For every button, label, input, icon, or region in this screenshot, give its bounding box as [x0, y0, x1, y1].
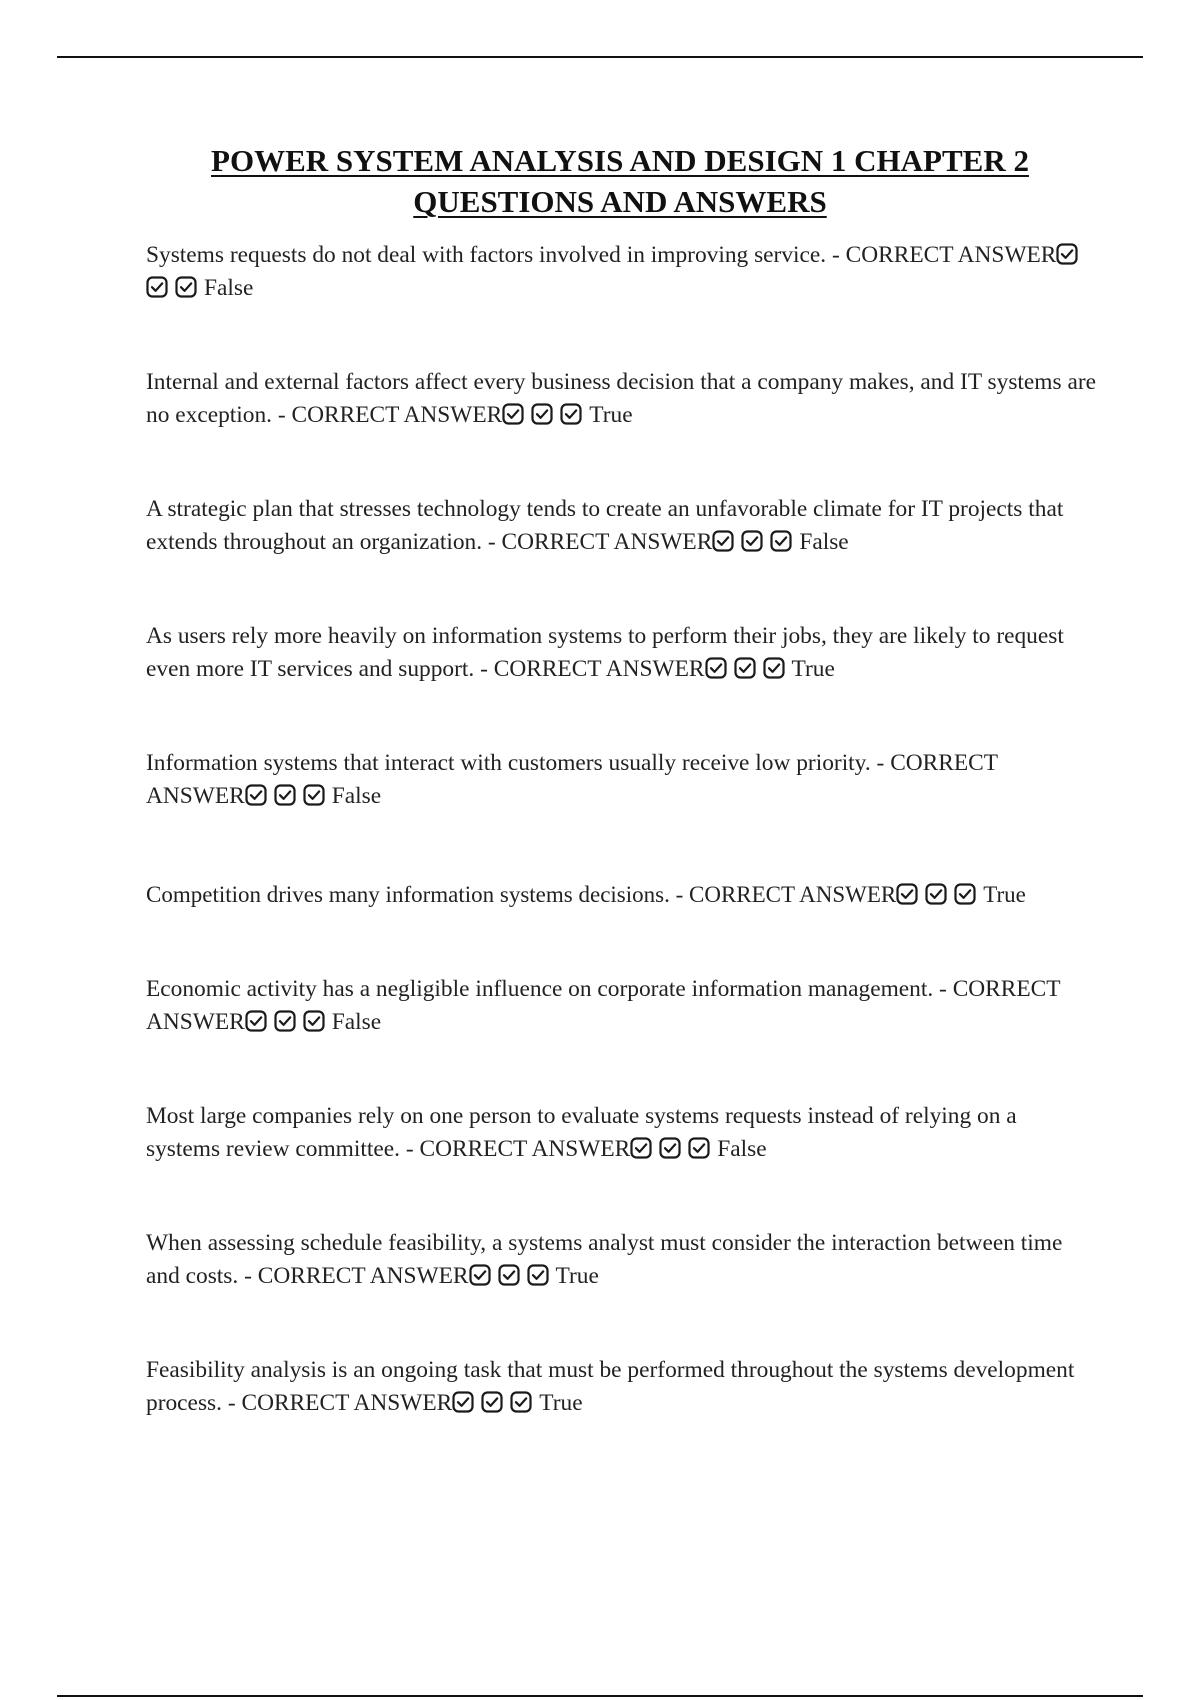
- question-text: Systems requests do not deal with factors involved in improving service. - CORRECT ANSWER: [146, 242, 1057, 268]
- check-box-icon: [303, 1010, 325, 1032]
- qa-item-9: [146, 1227, 1096, 1293]
- qa-item-2: [146, 366, 1096, 432]
- top-rule: [57, 56, 1143, 58]
- answer-text: False: [204, 275, 254, 301]
- check-box-icon: [469, 1264, 491, 1286]
- qa-item-6: [146, 878, 1136, 911]
- check-box-icon: [705, 657, 727, 679]
- answer-text: True: [983, 882, 1026, 907]
- qa-item-5: [146, 747, 1096, 813]
- check-box-icon: [712, 530, 734, 552]
- question-text: When assessing schedule feasibility, a systems analyst must consider the interaction between time and costs. - CORRECT ANSWER: [146, 1230, 1063, 1289]
- check-box-icon: [734, 657, 756, 679]
- check-box-icon: [630, 1137, 652, 1159]
- answer-text: False: [331, 1009, 382, 1035]
- check-box-icon: [531, 403, 553, 425]
- question-text: Feasibility analysis is an ongoing task that must be performed throughout the systems development process. - CORRECT ANSWER: [146, 1357, 1075, 1416]
- check-box-icon: [303, 784, 325, 806]
- answer-text: True: [791, 656, 835, 682]
- qa-item-8: [146, 1100, 1096, 1166]
- bottom-rule: [57, 1695, 1143, 1697]
- question-text: Economic activity has a negligible influence on corporate information management. - CORRECT ANSWER: [146, 976, 1061, 1035]
- question-text: A strategic plan that stresses technology tends to create an unfavorable climate for IT projects that extends throughout an organization. - CORRECT ANSWER: [146, 496, 1064, 555]
- answer-text: True: [589, 402, 633, 428]
- check-box-icon: [146, 276, 168, 298]
- question-text: Most large companies rely on one person to evaluate systems requests instead of relying on a systems review committee. - CORRECT ANSWER: [146, 1103, 1017, 1162]
- question-text: Competition drives many information systems decisions. - CORRECT ANSWER: [146, 882, 897, 907]
- check-box-icon: [498, 1264, 520, 1286]
- question-text: As users rely more heavily on information systems to perform their jobs, they are likely to request even more IT services and support. - CORRECT ANSWER: [146, 623, 1064, 682]
- check-box-icon: [1056, 243, 1078, 265]
- check-box-icon: [770, 530, 792, 552]
- check-box-icon: [510, 1391, 532, 1413]
- answer-text: False: [717, 1136, 767, 1162]
- check-box-icon: [274, 1010, 296, 1032]
- check-box-icon: [274, 784, 296, 806]
- check-box-icon: [452, 1391, 474, 1413]
- check-box-icon: [481, 1391, 503, 1413]
- document-title: POWER SYSTEM ANALYSIS AND DESIGN 1 CHAPTER 2 QUESTIONS AND ANSWERS: [211, 143, 1029, 219]
- answer-text: False: [799, 529, 849, 555]
- check-box-icon: [741, 530, 763, 552]
- qa-item-1: [146, 239, 1096, 305]
- check-box-icon: [659, 1137, 681, 1159]
- qa-item-4: [146, 620, 1096, 686]
- check-box-icon: [245, 1010, 267, 1032]
- check-box-icon: [175, 276, 197, 298]
- answer-text: True: [555, 1263, 599, 1289]
- check-box-icon: [245, 784, 267, 806]
- qa-item-10: [146, 1354, 1096, 1420]
- answer-text: False: [331, 783, 382, 809]
- qa-item-7: [146, 973, 1096, 1039]
- check-box-icon: [527, 1264, 549, 1286]
- question-text: Internal and external factors affect every business decision that a company makes, and IT systems are no exception. - CORRECT ANSWER: [146, 369, 1097, 428]
- check-box-icon: [763, 657, 785, 679]
- check-box-icon: [954, 883, 976, 905]
- qa-item-3: [146, 493, 1096, 559]
- check-box-icon: [560, 403, 582, 425]
- answer-text: True: [539, 1390, 583, 1416]
- check-box-icon: [688, 1137, 710, 1159]
- check-box-icon: [502, 403, 524, 425]
- check-box-icon: [896, 883, 918, 905]
- question-text: Information systems that interact with customers usually receive low priority. - CORRECT ANSWER: [146, 750, 998, 809]
- check-box-icon: [925, 883, 947, 905]
